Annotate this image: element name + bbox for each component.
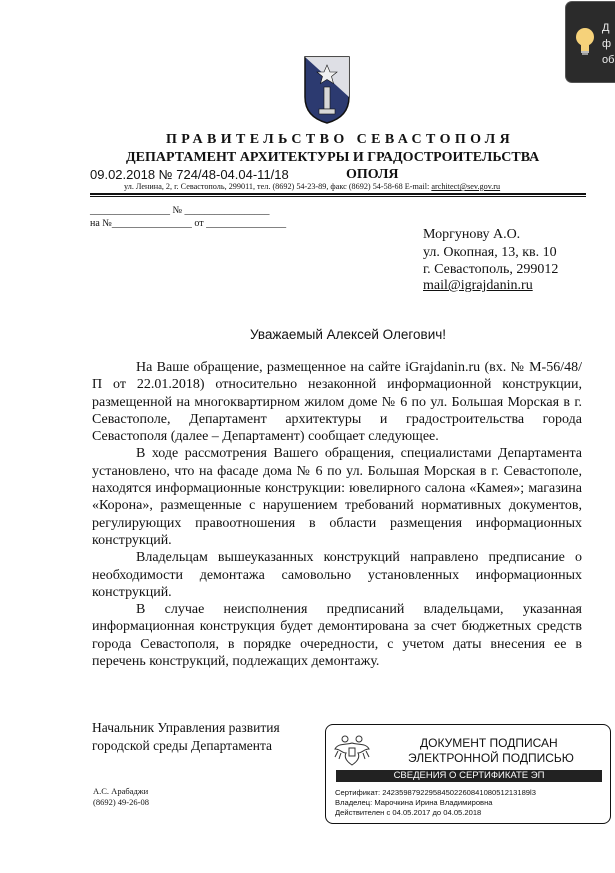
reg-field-outgoing: ________________ № _________________ <box>90 205 270 216</box>
paragraph: В случае неисполнения предписаний владельцами, указанная информационная конструкция будет демонтирована за счет бюджетных средств города Севастополя, в порядке очередности, с учетом даты внесения ее в перечень конструкций, подлежащих демонтажу. <box>92 602 582 670</box>
tooltip-text: об <box>602 54 615 66</box>
executor-name: А.С. Арабаджи <box>93 786 149 796</box>
stamp-certificate-header: СВЕДЕНИЯ О СЕРТИФИКАТЕ ЭП <box>336 770 602 782</box>
signer-line: городской среды Департамента <box>92 738 273 753</box>
registration-number: 09.02.2018 № 724/48-04.04-11/18 <box>90 167 289 182</box>
executor-phone: (8692) 49-26-08 <box>93 797 149 807</box>
paragraph: В ходе рассмотрения Вашего обращения, специалистами Департамента установлено, что на фасаде дома № 6 по ул. Большая Морская в г. Севастополе, находятся информационные конструкции: ювелирного салона «Камея»; магазина «Корона», размещенные с нарушением требований нормативных документов, регулирующих правоотношения в области размещения информационных конструкций. <box>92 446 582 548</box>
stamp-validity: Действителен с 04.05.2017 до 04.05.2018 <box>335 808 482 817</box>
address-text: ул. Ленина, 2, г. Севастополь, 299011, тел. (8692) 54-23-89, факс (8692) 54-58-68 E-mail: <box>124 182 432 191</box>
greeting: Уважаемый Алексей Олегович! <box>250 327 447 342</box>
executor-contact <box>93 786 149 808</box>
e-signature-stamp <box>325 724 611 824</box>
header-city-fragment: ОПОЛЯ <box>346 167 399 182</box>
recipient-city: г. Севастополь, 299012 <box>423 262 559 277</box>
coat-of-arms-icon <box>303 55 351 125</box>
stamp-title: ЭЛЕКТРОННОЙ ПОДПИСЬЮ <box>408 751 574 765</box>
stamp-owner: Владелец: Марочкина Ирина Владимировна <box>335 798 493 807</box>
tooltip-text: Д <box>602 22 610 34</box>
header-email: architect@sev.gov.ru <box>431 182 501 191</box>
paragraph: Владельцам вышеуказанных конструкций направлено предписание о необходимости демонтажа самовольно установленных информационных конструкций. <box>92 550 582 600</box>
stamp-certificate-number: Сертификат: 24235987922958450226084108051213189l3 <box>335 788 536 797</box>
tooltip-text: ф <box>602 38 612 50</box>
paragraph: На Ваше обращение, размещенное на сайте iGrajdanin.ru (вх. № М-56/48/П от 22.01.2018) относительно незаконной информационной конструкции, размещенной на многоквартирном жилом доме № 6 по ул. Большая Морская в г. Севастополе, Департамент архитектуры и градостроительства города Севастополя (далее – Департамент) сообщает следующее. <box>92 360 582 445</box>
eagle-emblem-icon <box>332 731 372 769</box>
header-rule <box>90 193 586 195</box>
lightbulb-icon <box>574 26 596 56</box>
recipient-name: Моргунову А.О. <box>423 227 521 242</box>
info-tooltip[interactable] <box>566 2 615 82</box>
stamp-title: ДОКУМЕНТ ПОДПИСАН <box>420 736 558 750</box>
reg-field-incoming: на №________________ от ________________ <box>90 218 287 229</box>
letter-body <box>92 359 582 670</box>
header-rule <box>90 196 586 197</box>
header-address <box>124 182 500 191</box>
signer-line: Начальник Управления развития <box>92 720 280 735</box>
header-government: ПРАВИТЕЛЬСТВО СЕВАСТОПОЛЯ <box>166 132 515 147</box>
recipient-email-link[interactable]: mail@igrajdanin.ru <box>423 278 533 293</box>
recipient-street: ул. Окопная, 13, кв. 10 <box>423 245 557 260</box>
header-department: ДЕПАРТАМЕНТ АРХИТЕКТУРЫ И ГРАДОСТРОИТЕЛЬСТВА <box>126 150 540 165</box>
signer-title <box>92 719 280 755</box>
